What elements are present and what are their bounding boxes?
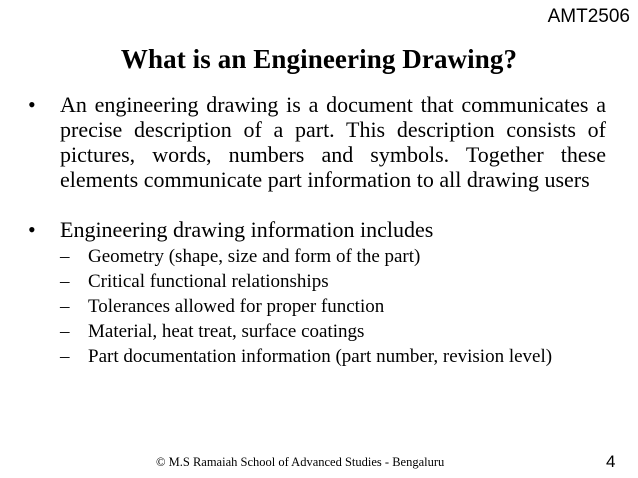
bullet-text: Engineering drawing information includes (60, 217, 434, 242)
slide-title: What is an Engineering Drawing? (120, 44, 518, 74)
sub-item (60, 319, 606, 344)
sub-item-text: Part documentation information (part number, revision level) (88, 346, 553, 367)
course-code: AMT2506 (547, 6, 630, 27)
sub-item-text: Tolerances allowed for proper function (88, 296, 385, 317)
dash-marker: – (60, 246, 70, 267)
page-number: 4 (606, 452, 616, 471)
sub-item (60, 244, 606, 269)
sub-item (60, 344, 606, 369)
bullet-dot: • (28, 217, 36, 242)
dash-marker: – (60, 321, 70, 342)
sub-item-text: Material, heat treat, surface coatings (88, 321, 365, 342)
sub-list (28, 244, 606, 369)
sub-item-text: Geometry (shape, size and form of the part) (88, 246, 421, 267)
bullet-dot: • (28, 92, 36, 117)
bullet-definition (28, 92, 606, 192)
footer-copyright: © M.S Ramaiah School of Advanced Studies - Bengaluru (156, 455, 445, 469)
sub-item (60, 269, 606, 294)
sub-item-text: Critical functional relationships (88, 271, 329, 292)
dash-marker: – (60, 296, 70, 317)
dash-marker: – (60, 271, 70, 292)
bullet-text: An engineering drawing is a document that communicates a precise description of a part. This description consists of pictures, words, numbers and symbols. Together these elements communicate part information to all drawing users (60, 92, 606, 192)
sub-item (60, 294, 606, 319)
bullet-includes (28, 217, 606, 242)
slide-content (28, 92, 606, 369)
dash-marker: – (60, 346, 70, 367)
